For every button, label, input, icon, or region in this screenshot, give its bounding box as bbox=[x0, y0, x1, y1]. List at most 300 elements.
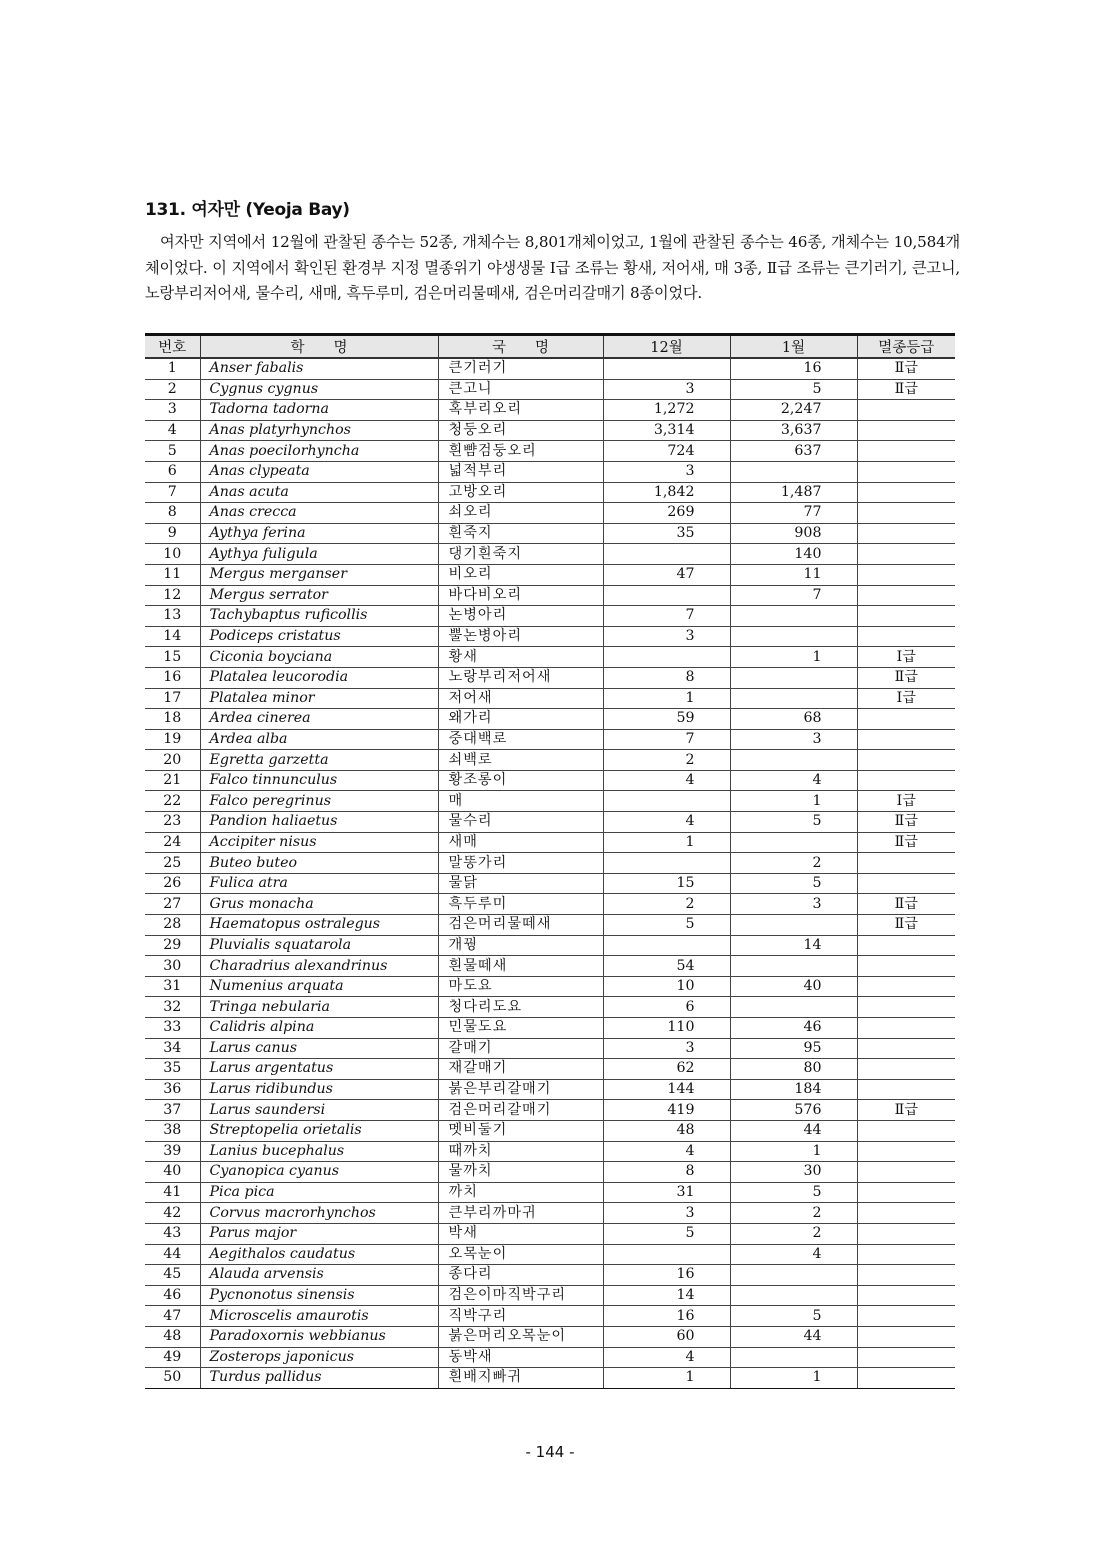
cell-january-count: 2,247 bbox=[730, 400, 857, 421]
cell-january-count: 5 bbox=[730, 1306, 857, 1327]
cell-january-count: 576 bbox=[730, 1100, 857, 1121]
cell-december-count: 269 bbox=[603, 503, 730, 524]
cell-endangered-grade bbox=[857, 709, 955, 730]
page-number: - 144 - bbox=[525, 1443, 575, 1461]
cell-december-count: 48 bbox=[603, 1120, 730, 1141]
cell-scientific-name: Cyanopica cyanus bbox=[200, 1162, 438, 1183]
cell-january-count: 184 bbox=[730, 1079, 857, 1100]
cell-scientific-name: Mergus serrator bbox=[200, 585, 438, 606]
cell-number: 36 bbox=[145, 1079, 200, 1100]
table-row bbox=[145, 1018, 955, 1039]
table-row bbox=[145, 564, 955, 585]
cell-december-count: 3,314 bbox=[603, 420, 730, 441]
cell-january-count: 4 bbox=[730, 770, 857, 791]
cell-number: 18 bbox=[145, 709, 200, 730]
cell-january-count: 1 bbox=[730, 791, 857, 812]
cell-korean-name: 민물도요 bbox=[438, 1018, 603, 1039]
cell-december-count bbox=[603, 585, 730, 606]
table-row bbox=[145, 853, 955, 874]
cell-korean-name: 갈매기 bbox=[438, 1038, 603, 1059]
cell-number: 33 bbox=[145, 1018, 200, 1039]
cell-endangered-grade bbox=[857, 1203, 955, 1224]
cell-korean-name: 황조롱이 bbox=[438, 770, 603, 791]
cell-number: 23 bbox=[145, 812, 200, 833]
cell-scientific-name: Tadorna tadorna bbox=[200, 400, 438, 421]
cell-number: 27 bbox=[145, 894, 200, 915]
cell-scientific-name: Ciconia boyciana bbox=[200, 647, 438, 668]
cell-endangered-grade bbox=[857, 1326, 955, 1347]
cell-number: 12 bbox=[145, 585, 200, 606]
table-row bbox=[145, 647, 955, 668]
cell-scientific-name: Calidris alpina bbox=[200, 1018, 438, 1039]
cell-number: 39 bbox=[145, 1141, 200, 1162]
cell-december-count: 5 bbox=[603, 1223, 730, 1244]
table-row bbox=[145, 832, 955, 853]
cell-january-count: 140 bbox=[730, 544, 857, 565]
cell-december-count: 3 bbox=[603, 626, 730, 647]
cell-scientific-name: Parus major bbox=[200, 1223, 438, 1244]
cell-december-count: 54 bbox=[603, 956, 730, 977]
cell-january-count: 2 bbox=[730, 853, 857, 874]
cell-january-count bbox=[730, 997, 857, 1018]
cell-january-count: 11 bbox=[730, 564, 857, 585]
table-row bbox=[145, 585, 955, 606]
cell-scientific-name: Aythya ferina bbox=[200, 523, 438, 544]
cell-january-count: 1 bbox=[730, 1368, 857, 1389]
cell-december-count: 59 bbox=[603, 709, 730, 730]
cell-korean-name: 말똥가리 bbox=[438, 853, 603, 874]
cell-endangered-grade bbox=[857, 441, 955, 462]
cell-number: 16 bbox=[145, 667, 200, 688]
cell-scientific-name: Microscelis amaurotis bbox=[200, 1306, 438, 1327]
cell-scientific-name: Pycnonotus sinensis bbox=[200, 1285, 438, 1306]
cell-endangered-grade bbox=[857, 1244, 955, 1265]
cell-scientific-name: Pluvialis squatarola bbox=[200, 935, 438, 956]
cell-korean-name: 물수리 bbox=[438, 812, 603, 833]
cell-january-count: 68 bbox=[730, 709, 857, 730]
header-number: 번호 bbox=[145, 335, 200, 359]
cell-endangered-grade bbox=[857, 729, 955, 750]
cell-january-count: 77 bbox=[730, 503, 857, 524]
cell-korean-name: 흑두루미 bbox=[438, 894, 603, 915]
cell-december-count: 4 bbox=[603, 770, 730, 791]
cell-december-count bbox=[603, 935, 730, 956]
cell-korean-name: 비오리 bbox=[438, 564, 603, 585]
cell-korean-name: 물까치 bbox=[438, 1162, 603, 1183]
cell-january-count: 40 bbox=[730, 976, 857, 997]
cell-december-count: 8 bbox=[603, 667, 730, 688]
cell-endangered-grade bbox=[857, 1018, 955, 1039]
table-row bbox=[145, 1038, 955, 1059]
cell-endangered-grade bbox=[857, 1059, 955, 1080]
cell-endangered-grade: Ⅱ급 bbox=[857, 358, 955, 379]
cell-endangered-grade bbox=[857, 1162, 955, 1183]
cell-scientific-name: Platalea minor bbox=[200, 688, 438, 709]
cell-number: 6 bbox=[145, 461, 200, 482]
cell-number: 31 bbox=[145, 976, 200, 997]
table-row bbox=[145, 956, 955, 977]
cell-january-count: 5 bbox=[730, 812, 857, 833]
cell-number: 30 bbox=[145, 956, 200, 977]
header-endangered-grade: 멸종등급 bbox=[857, 335, 955, 359]
cell-scientific-name: Charadrius alexandrinus bbox=[200, 956, 438, 977]
cell-scientific-name: Larus saundersi bbox=[200, 1100, 438, 1121]
cell-number: 44 bbox=[145, 1244, 200, 1265]
table-body bbox=[145, 358, 955, 1388]
table-row bbox=[145, 379, 955, 400]
cell-number: 25 bbox=[145, 853, 200, 874]
cell-korean-name: 박새 bbox=[438, 1223, 603, 1244]
cell-number: 48 bbox=[145, 1326, 200, 1347]
cell-number: 32 bbox=[145, 997, 200, 1018]
cell-scientific-name: Anas clypeata bbox=[200, 461, 438, 482]
cell-scientific-name: Pica pica bbox=[200, 1182, 438, 1203]
cell-endangered-grade bbox=[857, 976, 955, 997]
cell-endangered-grade bbox=[857, 1306, 955, 1327]
table-row bbox=[145, 894, 955, 915]
cell-number: 26 bbox=[145, 873, 200, 894]
cell-january-count: 3,637 bbox=[730, 420, 857, 441]
cell-endangered-grade bbox=[857, 770, 955, 791]
cell-number: 45 bbox=[145, 1265, 200, 1286]
cell-january-count: 95 bbox=[730, 1038, 857, 1059]
cell-january-count: 46 bbox=[730, 1018, 857, 1039]
cell-endangered-grade bbox=[857, 1347, 955, 1368]
table-row bbox=[145, 1059, 955, 1080]
header-december: 12월 bbox=[603, 335, 730, 359]
cell-january-count: 5 bbox=[730, 1182, 857, 1203]
table-row bbox=[145, 1079, 955, 1100]
table-row bbox=[145, 606, 955, 627]
cell-endangered-grade bbox=[857, 873, 955, 894]
cell-december-count: 724 bbox=[603, 441, 730, 462]
cell-endangered-grade bbox=[857, 997, 955, 1018]
table-row bbox=[145, 1265, 955, 1286]
table-row bbox=[145, 873, 955, 894]
cell-korean-name: 큰고니 bbox=[438, 379, 603, 400]
cell-endangered-grade bbox=[857, 1285, 955, 1306]
cell-january-count bbox=[730, 1347, 857, 1368]
table-row bbox=[145, 544, 955, 565]
species-table bbox=[145, 333, 955, 1389]
cell-january-count: 1,487 bbox=[730, 482, 857, 503]
table-row bbox=[145, 812, 955, 833]
cell-endangered-grade bbox=[857, 585, 955, 606]
cell-scientific-name: Buteo buteo bbox=[200, 853, 438, 874]
section-title: 131. 여자만 (Yeoja Bay) bbox=[145, 200, 350, 220]
cell-number: 17 bbox=[145, 688, 200, 709]
cell-endangered-grade: Ⅰ급 bbox=[857, 791, 955, 812]
table-row bbox=[145, 1141, 955, 1162]
cell-december-count: 5 bbox=[603, 915, 730, 936]
cell-number: 29 bbox=[145, 935, 200, 956]
cell-december-count bbox=[603, 791, 730, 812]
intro-paragraph: 여자만 지역에서 12월에 관찰된 종수는 52종, 개체수는 8,801개체이었고, 1월에 관찰된 종수는 46종, 개체수는 10,584개체이었다. 이 지역에서 확인된 환경부 지정 멸종위기 야생생물 Ⅰ급 조류는 황새, 저어새, 매 3종, Ⅱ급 조류는 큰기러기, 큰고니, 노랑부리저어새, 물수리, 새매, 흑두루미, 검은머리물떼새, 검은머리갈매기 8종이었다. bbox=[145, 233, 960, 303]
cell-january-count: 1 bbox=[730, 1141, 857, 1162]
cell-number: 46 bbox=[145, 1285, 200, 1306]
cell-january-count: 3 bbox=[730, 894, 857, 915]
cell-december-count: 60 bbox=[603, 1326, 730, 1347]
cell-number: 34 bbox=[145, 1038, 200, 1059]
cell-december-count: 1 bbox=[603, 688, 730, 709]
table-row bbox=[145, 935, 955, 956]
cell-korean-name: 때까치 bbox=[438, 1141, 603, 1162]
cell-december-count bbox=[603, 853, 730, 874]
cell-december-count: 7 bbox=[603, 729, 730, 750]
cell-endangered-grade bbox=[857, 564, 955, 585]
cell-number: 13 bbox=[145, 606, 200, 627]
cell-korean-name: 종다리 bbox=[438, 1265, 603, 1286]
cell-korean-name: 매 bbox=[438, 791, 603, 812]
table-row bbox=[145, 770, 955, 791]
cell-korean-name: 넓적부리 bbox=[438, 461, 603, 482]
cell-endangered-grade: Ⅱ급 bbox=[857, 894, 955, 915]
cell-endangered-grade bbox=[857, 626, 955, 647]
cell-scientific-name: Anser fabalis bbox=[200, 358, 438, 379]
table-row bbox=[145, 1203, 955, 1224]
cell-scientific-name: Larus ridibundus bbox=[200, 1079, 438, 1100]
cell-january-count bbox=[730, 1265, 857, 1286]
cell-scientific-name: Aythya fuligula bbox=[200, 544, 438, 565]
cell-december-count: 144 bbox=[603, 1079, 730, 1100]
cell-korean-name: 흰물떼새 bbox=[438, 956, 603, 977]
cell-january-count bbox=[730, 667, 857, 688]
cell-korean-name: 흰뺨검둥오리 bbox=[438, 441, 603, 462]
table-row bbox=[145, 915, 955, 936]
cell-january-count: 5 bbox=[730, 873, 857, 894]
cell-scientific-name: Anas acuta bbox=[200, 482, 438, 503]
table-row bbox=[145, 1368, 955, 1389]
cell-december-count bbox=[603, 1244, 730, 1265]
cell-number: 21 bbox=[145, 770, 200, 791]
cell-endangered-grade bbox=[857, 1265, 955, 1286]
cell-january-count: 908 bbox=[730, 523, 857, 544]
table-row bbox=[145, 441, 955, 462]
cell-endangered-grade: Ⅰ급 bbox=[857, 688, 955, 709]
cell-korean-name: 큰기러기 bbox=[438, 358, 603, 379]
cell-december-count: 419 bbox=[603, 1100, 730, 1121]
cell-korean-name: 붉은부리갈매기 bbox=[438, 1079, 603, 1100]
cell-december-count: 15 bbox=[603, 873, 730, 894]
cell-january-count: 14 bbox=[730, 935, 857, 956]
cell-number: 7 bbox=[145, 482, 200, 503]
table-row bbox=[145, 1182, 955, 1203]
table-row bbox=[145, 1347, 955, 1368]
cell-endangered-grade bbox=[857, 544, 955, 565]
cell-korean-name: 검은머리갈매기 bbox=[438, 1100, 603, 1121]
cell-number: 10 bbox=[145, 544, 200, 565]
cell-endangered-grade bbox=[857, 935, 955, 956]
cell-january-count: 4 bbox=[730, 1244, 857, 1265]
cell-korean-name: 붉은머리오목눈이 bbox=[438, 1326, 603, 1347]
table-row bbox=[145, 1306, 955, 1327]
cell-scientific-name: Numenius arquata bbox=[200, 976, 438, 997]
cell-december-count bbox=[603, 647, 730, 668]
cell-december-count: 35 bbox=[603, 523, 730, 544]
cell-scientific-name: Egretta garzetta bbox=[200, 750, 438, 771]
cell-january-count bbox=[730, 750, 857, 771]
cell-korean-name: 황새 bbox=[438, 647, 603, 668]
cell-number: 11 bbox=[145, 564, 200, 585]
cell-december-count: 4 bbox=[603, 812, 730, 833]
cell-december-count: 4 bbox=[603, 1141, 730, 1162]
cell-december-count: 2 bbox=[603, 894, 730, 915]
cell-december-count: 8 bbox=[603, 1162, 730, 1183]
cell-january-count bbox=[730, 832, 857, 853]
cell-korean-name: 물닭 bbox=[438, 873, 603, 894]
cell-endangered-grade bbox=[857, 503, 955, 524]
cell-january-count: 5 bbox=[730, 379, 857, 400]
cell-endangered-grade: Ⅱ급 bbox=[857, 667, 955, 688]
cell-endangered-grade bbox=[857, 482, 955, 503]
cell-scientific-name: Alauda arvensis bbox=[200, 1265, 438, 1286]
table-row bbox=[145, 667, 955, 688]
cell-endangered-grade bbox=[857, 956, 955, 977]
cell-korean-name: 흰배지빠귀 bbox=[438, 1368, 603, 1389]
cell-endangered-grade: Ⅱ급 bbox=[857, 1100, 955, 1121]
cell-scientific-name: Zosterops japonicus bbox=[200, 1347, 438, 1368]
cell-december-count: 6 bbox=[603, 997, 730, 1018]
table-header bbox=[145, 335, 955, 359]
table-row bbox=[145, 1120, 955, 1141]
cell-korean-name: 큰부리까마귀 bbox=[438, 1203, 603, 1224]
cell-scientific-name: Ardea cinerea bbox=[200, 709, 438, 730]
cell-endangered-grade bbox=[857, 1182, 955, 1203]
cell-number: 19 bbox=[145, 729, 200, 750]
cell-endangered-grade: Ⅱ급 bbox=[857, 379, 955, 400]
cell-korean-name: 댕기흰죽지 bbox=[438, 544, 603, 565]
cell-january-count: 16 bbox=[730, 358, 857, 379]
cell-endangered-grade bbox=[857, 853, 955, 874]
cell-endangered-grade bbox=[857, 461, 955, 482]
cell-korean-name: 까치 bbox=[438, 1182, 603, 1203]
cell-december-count: 16 bbox=[603, 1306, 730, 1327]
cell-number: 50 bbox=[145, 1368, 200, 1389]
cell-number: 3 bbox=[145, 400, 200, 421]
cell-korean-name: 마도요 bbox=[438, 976, 603, 997]
cell-number: 4 bbox=[145, 420, 200, 441]
cell-scientific-name: Accipiter nisus bbox=[200, 832, 438, 853]
cell-scientific-name: Cygnus cygnus bbox=[200, 379, 438, 400]
cell-number: 43 bbox=[145, 1223, 200, 1244]
cell-korean-name: 뿔논병아리 bbox=[438, 626, 603, 647]
cell-korean-name: 논병아리 bbox=[438, 606, 603, 627]
cell-january-count: 3 bbox=[730, 729, 857, 750]
cell-scientific-name: Larus canus bbox=[200, 1038, 438, 1059]
cell-scientific-name: Ardea alba bbox=[200, 729, 438, 750]
cell-korean-name: 고방오리 bbox=[438, 482, 603, 503]
table-row bbox=[145, 688, 955, 709]
cell-endangered-grade: Ⅱ급 bbox=[857, 832, 955, 853]
header-january: 1월 bbox=[730, 335, 857, 359]
cell-scientific-name: Mergus merganser bbox=[200, 564, 438, 585]
cell-korean-name: 중대백로 bbox=[438, 729, 603, 750]
cell-december-count: 3 bbox=[603, 461, 730, 482]
cell-number: 1 bbox=[145, 358, 200, 379]
cell-january-count bbox=[730, 956, 857, 977]
cell-endangered-grade: Ⅰ급 bbox=[857, 647, 955, 668]
cell-endangered-grade bbox=[857, 523, 955, 544]
cell-january-count bbox=[730, 461, 857, 482]
cell-number: 15 bbox=[145, 647, 200, 668]
cell-endangered-grade bbox=[857, 1368, 955, 1389]
cell-korean-name: 검은이마직박구리 bbox=[438, 1285, 603, 1306]
cell-scientific-name: Anas poecilorhyncha bbox=[200, 441, 438, 462]
cell-january-count: 2 bbox=[730, 1203, 857, 1224]
cell-december-count: 14 bbox=[603, 1285, 730, 1306]
cell-scientific-name: Tringa nebularia bbox=[200, 997, 438, 1018]
cell-january-count: 80 bbox=[730, 1059, 857, 1080]
cell-january-count: 44 bbox=[730, 1120, 857, 1141]
cell-december-count: 1,272 bbox=[603, 400, 730, 421]
header-korean-name: 국 명 bbox=[438, 335, 603, 359]
cell-endangered-grade bbox=[857, 1079, 955, 1100]
table-row bbox=[145, 482, 955, 503]
cell-january-count: 1 bbox=[730, 647, 857, 668]
table-row bbox=[145, 358, 955, 379]
cell-scientific-name: Podiceps cristatus bbox=[200, 626, 438, 647]
cell-december-count: 1 bbox=[603, 1368, 730, 1389]
cell-scientific-name: Falco tinnunculus bbox=[200, 770, 438, 791]
table-row bbox=[145, 750, 955, 771]
cell-korean-name: 새매 bbox=[438, 832, 603, 853]
cell-december-count: 31 bbox=[603, 1182, 730, 1203]
cell-december-count: 62 bbox=[603, 1059, 730, 1080]
table-row bbox=[145, 997, 955, 1018]
cell-scientific-name: Lanius bucephalus bbox=[200, 1141, 438, 1162]
cell-number: 24 bbox=[145, 832, 200, 853]
cell-december-count: 4 bbox=[603, 1347, 730, 1368]
cell-december-count: 3 bbox=[603, 1203, 730, 1224]
cell-number: 41 bbox=[145, 1182, 200, 1203]
cell-korean-name: 개꿩 bbox=[438, 935, 603, 956]
table-row bbox=[145, 791, 955, 812]
cell-number: 5 bbox=[145, 441, 200, 462]
table-row bbox=[145, 1223, 955, 1244]
cell-number: 49 bbox=[145, 1347, 200, 1368]
cell-number: 22 bbox=[145, 791, 200, 812]
cell-january-count: 44 bbox=[730, 1326, 857, 1347]
cell-january-count bbox=[730, 1285, 857, 1306]
cell-korean-name: 동박새 bbox=[438, 1347, 603, 1368]
cell-korean-name: 혹부리오리 bbox=[438, 400, 603, 421]
table-row bbox=[145, 1285, 955, 1306]
table-row bbox=[145, 976, 955, 997]
cell-endangered-grade bbox=[857, 420, 955, 441]
cell-endangered-grade bbox=[857, 606, 955, 627]
cell-january-count: 7 bbox=[730, 585, 857, 606]
cell-december-count: 10 bbox=[603, 976, 730, 997]
cell-number: 28 bbox=[145, 915, 200, 936]
cell-december-count bbox=[603, 544, 730, 565]
cell-january-count bbox=[730, 606, 857, 627]
cell-number: 35 bbox=[145, 1059, 200, 1080]
cell-number: 8 bbox=[145, 503, 200, 524]
cell-scientific-name: Streptopelia orietalis bbox=[200, 1120, 438, 1141]
cell-scientific-name: Fulica atra bbox=[200, 873, 438, 894]
table-row bbox=[145, 1244, 955, 1265]
cell-korean-name: 직박구리 bbox=[438, 1306, 603, 1327]
cell-korean-name: 멧비둘기 bbox=[438, 1120, 603, 1141]
cell-number: 42 bbox=[145, 1203, 200, 1224]
cell-endangered-grade bbox=[857, 1141, 955, 1162]
cell-scientific-name: Corvus macrorhynchos bbox=[200, 1203, 438, 1224]
cell-korean-name: 재갈매기 bbox=[438, 1059, 603, 1080]
cell-korean-name: 검은머리물떼새 bbox=[438, 915, 603, 936]
cell-scientific-name: Tachybaptus ruficollis bbox=[200, 606, 438, 627]
cell-scientific-name: Turdus pallidus bbox=[200, 1368, 438, 1389]
cell-scientific-name: Anas crecca bbox=[200, 503, 438, 524]
